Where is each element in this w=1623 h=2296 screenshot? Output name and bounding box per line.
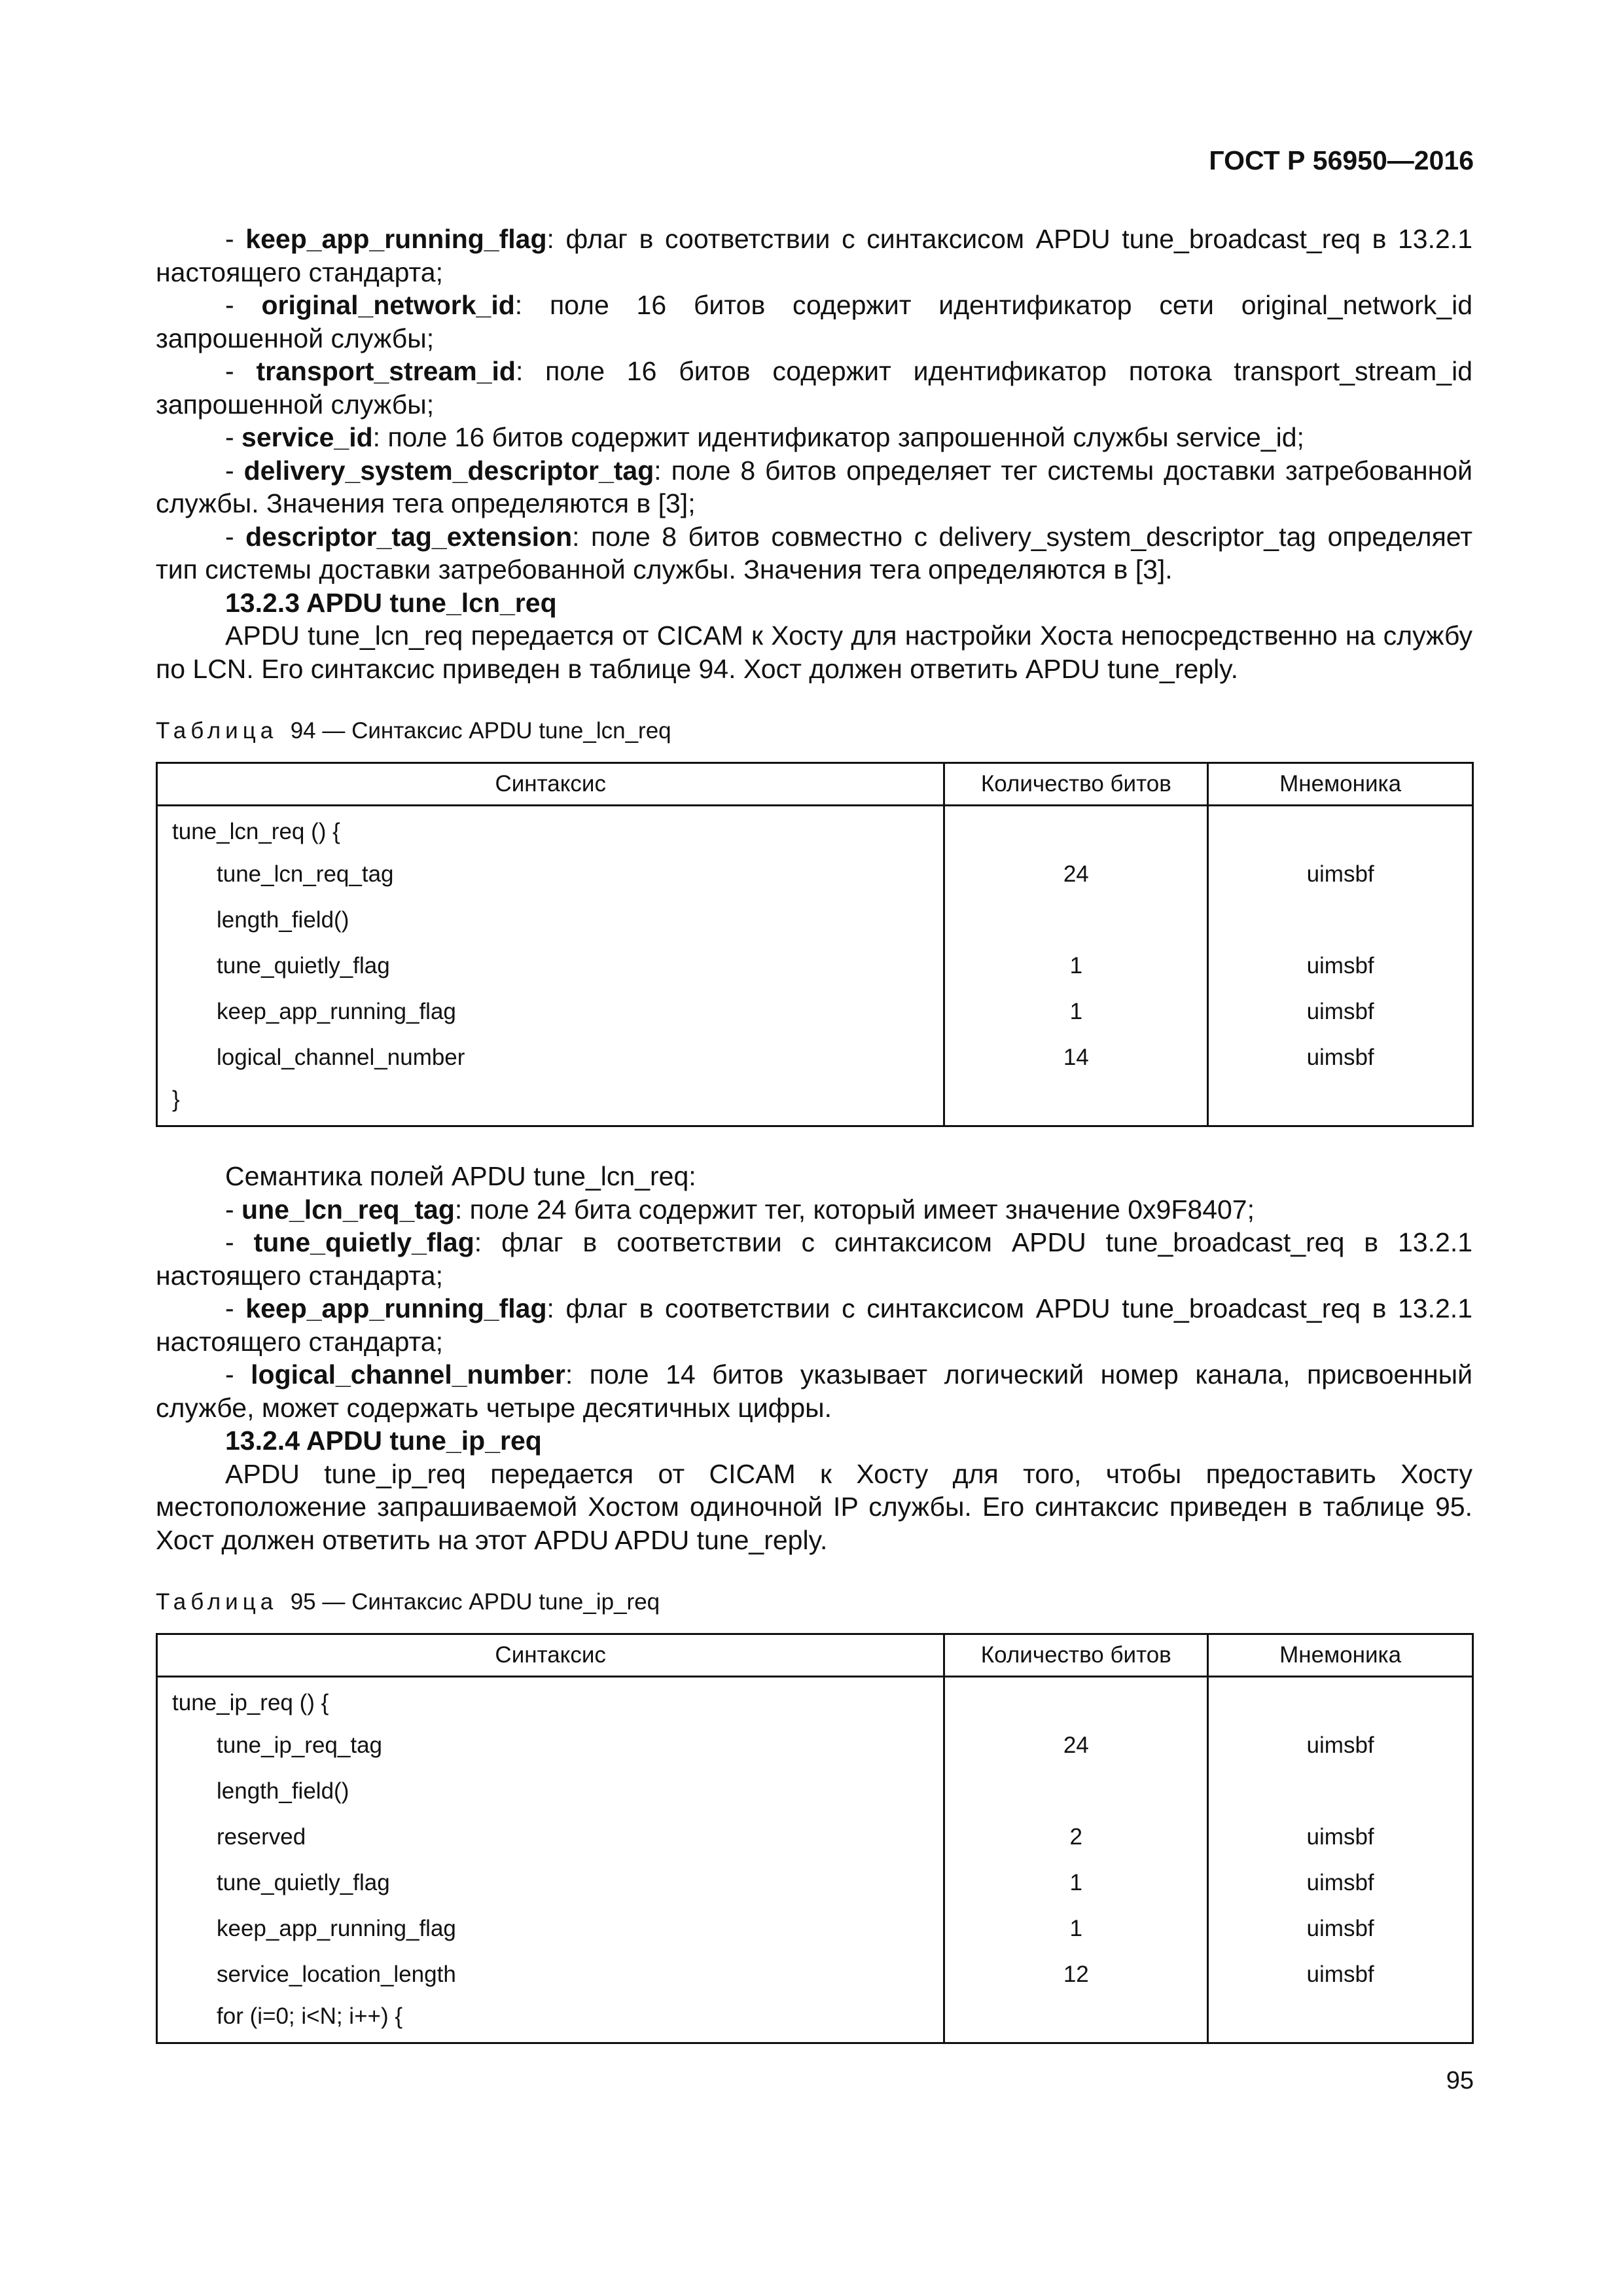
table-row xyxy=(157,1952,1473,1998)
field-text: : флаг в соответствии с синтаксисом APDU tune_broadcast_req в 13.2.1 настоящего стандарта; xyxy=(156,224,1473,287)
syntax-cell: service_location_length xyxy=(217,1961,456,1987)
caption-text: 94 — Синтаксис APDU tune_lcn_req xyxy=(290,718,671,744)
bits-cell xyxy=(944,806,1208,852)
table-row xyxy=(157,1677,1473,1723)
table-row xyxy=(157,806,1473,852)
mnemonic-cell xyxy=(1208,1677,1473,1723)
syntax-cell: keep_app_running_flag xyxy=(217,1915,456,1941)
bits-cell xyxy=(944,1081,1208,1126)
bits-cell: 12 xyxy=(944,1952,1208,1998)
mnemonic-cell: uimsbf xyxy=(1208,1814,1473,1860)
table-row xyxy=(157,1081,1473,1126)
column-header-bits: Количество битов xyxy=(944,1634,1208,1677)
syntax-table-95 xyxy=(156,1633,1474,2044)
syntax-table-94 xyxy=(156,762,1474,1127)
field-term: original_network_id xyxy=(261,290,515,320)
bits-cell xyxy=(944,1768,1208,1814)
page-content xyxy=(156,223,1472,2044)
bits-cell: 1 xyxy=(944,1860,1208,1906)
caption-prefix: Таблица xyxy=(156,1589,278,1615)
field-list-mid xyxy=(156,1193,1472,1425)
table-row xyxy=(157,1860,1473,1906)
field-term: keep_app_running_flag xyxy=(245,1293,547,1323)
field-text: : поле 16 битов содержит идентификатор запрошенной службы service_id; xyxy=(372,422,1304,452)
table-row xyxy=(157,1035,1473,1081)
field-description: - keep_app_running_flag: флаг в соответствии с синтаксисом APDU tune_broadcast_req в 13.2.1 настоящего стандарта; xyxy=(156,224,1473,287)
bits-cell xyxy=(944,1677,1208,1723)
mnemonic-cell xyxy=(1208,1081,1473,1126)
table-row xyxy=(157,1814,1473,1860)
mnemonic-cell: uimsbf xyxy=(1208,1952,1473,1998)
caption-prefix: Таблица xyxy=(156,718,278,744)
bits-cell: 1 xyxy=(944,989,1208,1035)
column-header-mnemonic: Мнемоника xyxy=(1208,763,1473,806)
field-text: : поле 8 битов определяет тег системы доставки затребованной службы. Значения тега определяются в [3]; xyxy=(156,455,1472,518)
mnemonic-cell: uimsbf xyxy=(1208,1723,1473,1768)
caption-text: 95 — Синтаксис APDU tune_ip_req xyxy=(290,1589,660,1615)
field-term: tune_quietly_flag xyxy=(253,1227,474,1257)
table-header-row xyxy=(157,763,1473,806)
section-heading: 13.2.4 APDU tune_ip_req xyxy=(225,1426,542,1456)
field-text: : поле 16 битов содержит идентификатор потока transport_stream_id запрошенной службы; xyxy=(156,356,1473,420)
table-header-row xyxy=(157,1634,1473,1677)
field-term: descriptor_tag_extension xyxy=(245,521,573,552)
field-description: - descriptor_tag_extension: поле 8 битов совместно с delivery_system_descriptor_tag определяет тип системы доставки затребованной службы. Значения тега определяются в [3]. xyxy=(156,521,1472,584)
field-text: : поле 24 бита содержит тег, который имеет значение 0x9F8407; xyxy=(454,1194,1255,1225)
field-text: : флаг в соответствии с синтаксисом APDU tune_broadcast_req в 13.2.1 настоящего стандарта; xyxy=(156,1293,1473,1357)
mnemonic-cell: uimsbf xyxy=(1208,1906,1473,1952)
syntax-cell: length_field() xyxy=(217,906,349,933)
syntax-cell: tune_quietly_flag xyxy=(217,1869,390,1895)
mnemonic-cell: uimsbf xyxy=(1208,943,1473,989)
table-row xyxy=(157,852,1473,897)
field-list-top xyxy=(156,223,1472,586)
field-term: service_id xyxy=(241,422,373,452)
syntax-cell: reserved xyxy=(217,1823,306,1850)
mnemonic-cell: uimsbf xyxy=(1208,1035,1473,1081)
section-body: APDU tune_lcn_req передается от CICAM к Хосту для настройки Хоста непосредственно на службу по LCN. Его синтаксис приведен в таблице 94. Хост должен ответить APDU tune_reply. xyxy=(156,620,1472,684)
syntax-cell: length_field() xyxy=(217,1778,349,1804)
page-number: 95 xyxy=(1446,2067,1474,2094)
syntax-cell: logical_channel_number xyxy=(217,1044,465,1070)
semantics-intro: Семантика полей APDU tune_lcn_req: xyxy=(225,1161,696,1191)
section-heading: 13.2.3 APDU tune_lcn_req xyxy=(225,587,557,618)
table-row xyxy=(157,1998,1473,2043)
field-text: : флаг в соответствии с синтаксисом APDU tune_broadcast_req в 13.2.1 настоящего стандарта; xyxy=(156,1227,1473,1291)
field-description: - une_lcn_req_tag: поле 24 бита содержит тег, который имеет значение 0x9F8407; xyxy=(225,1194,1255,1225)
field-description: - logical_channel_number: поле 14 битов указывает логический номер канала, присвоенный службе, может содержать четыре десятичных цифры. xyxy=(156,1359,1473,1423)
field-term: transport_stream_id xyxy=(256,356,516,386)
bits-cell: 14 xyxy=(944,1035,1208,1081)
field-term: une_lcn_req_tag xyxy=(241,1194,455,1225)
syntax-cell: keep_app_running_flag xyxy=(217,998,456,1024)
syntax-cell: tune_ip_req_tag xyxy=(217,1732,382,1758)
document-header: ГОСТ Р 56950—2016 xyxy=(1209,145,1474,175)
field-description: - transport_stream_id: поле 16 битов содержит идентификатор потока transport_stream_id запрошенной службы; xyxy=(156,356,1473,420)
mnemonic-cell: uimsbf xyxy=(1208,989,1473,1035)
field-description: - original_network_id: поле 16 битов содержит идентификатор сети original_network_id запрошенной службы; xyxy=(156,290,1473,353)
column-header-syntax: Синтаксис xyxy=(157,763,944,806)
bits-cell: 2 xyxy=(944,1814,1208,1860)
field-description: - delivery_system_descriptor_tag: поле 8 битов определяет тег системы доставки затребованной службы. Значения тега определяются в [3]; xyxy=(156,455,1472,518)
field-description: - keep_app_running_flag: флаг в соответствии с синтаксисом APDU tune_broadcast_req в 13.2.1 настоящего стандарта; xyxy=(156,1293,1473,1357)
syntax-cell: tune_lcn_req () { xyxy=(172,819,340,845)
field-description: - service_id: поле 16 битов содержит идентификатор запрошенной службы service_id; xyxy=(225,422,1304,452)
table-caption xyxy=(156,1586,1472,1619)
table-row xyxy=(157,1768,1473,1814)
syntax-cell: } xyxy=(172,1086,180,1112)
section-body: APDU tune_ip_req передается от CICAM к Хосту для того, чтобы предоставить Хосту местоположение запрашиваемой Хостом одиночной IP службы. Его синтаксис приведен в таблице 95. Хост должен ответить на этот APDU APDU tune_reply. xyxy=(156,1458,1472,1555)
table-row xyxy=(157,943,1473,989)
mnemonic-cell: uimsbf xyxy=(1208,1860,1473,1906)
mnemonic-cell xyxy=(1208,1998,1473,2043)
table-row xyxy=(157,897,1473,943)
field-text: : поле 16 битов содержит идентификатор сети original_network_id запрошенной службы; xyxy=(156,290,1473,353)
field-text: : поле 8 битов совместно с delivery_system_descriptor_tag определяет тип системы доставки затребованной службы. Значения тега определяются в [3]. xyxy=(156,521,1472,584)
field-term: logical_channel_number xyxy=(251,1359,565,1390)
syntax-cell: tune_quietly_flag xyxy=(217,952,390,978)
column-header-syntax: Синтаксис xyxy=(157,1634,944,1677)
field-description: - tune_quietly_flag: флаг в соответствии с синтаксисом APDU tune_broadcast_req в 13.2.1 настоящего стандарта; xyxy=(156,1227,1473,1291)
mnemonic-cell: uimsbf xyxy=(1208,852,1473,897)
bits-cell: 24 xyxy=(944,852,1208,897)
field-term: delivery_system_descriptor_tag xyxy=(243,455,654,486)
field-text: : поле 14 битов указывает логический номер канала, присвоенный службе, может содержать четыре десятичных цифры. xyxy=(156,1359,1473,1423)
syntax-cell: for (i=0; i<N; i++) { xyxy=(217,2003,403,2029)
field-term: keep_app_running_flag xyxy=(245,224,547,254)
mnemonic-cell xyxy=(1208,806,1473,852)
column-header-bits: Количество битов xyxy=(944,763,1208,806)
bits-cell: 1 xyxy=(944,1906,1208,1952)
syntax-cell: tune_ip_req () { xyxy=(172,1690,329,1716)
table-row xyxy=(157,1723,1473,1768)
bits-cell: 24 xyxy=(944,1723,1208,1768)
bits-cell xyxy=(944,1998,1208,2043)
syntax-cell: tune_lcn_req_tag xyxy=(217,861,394,887)
mnemonic-cell xyxy=(1208,897,1473,943)
table-row xyxy=(157,989,1473,1035)
bits-cell xyxy=(944,897,1208,943)
table-row xyxy=(157,1906,1473,1952)
table-caption xyxy=(156,715,1472,747)
bits-cell: 1 xyxy=(944,943,1208,989)
column-header-mnemonic: Мнемоника xyxy=(1208,1634,1473,1677)
mnemonic-cell xyxy=(1208,1768,1473,1814)
